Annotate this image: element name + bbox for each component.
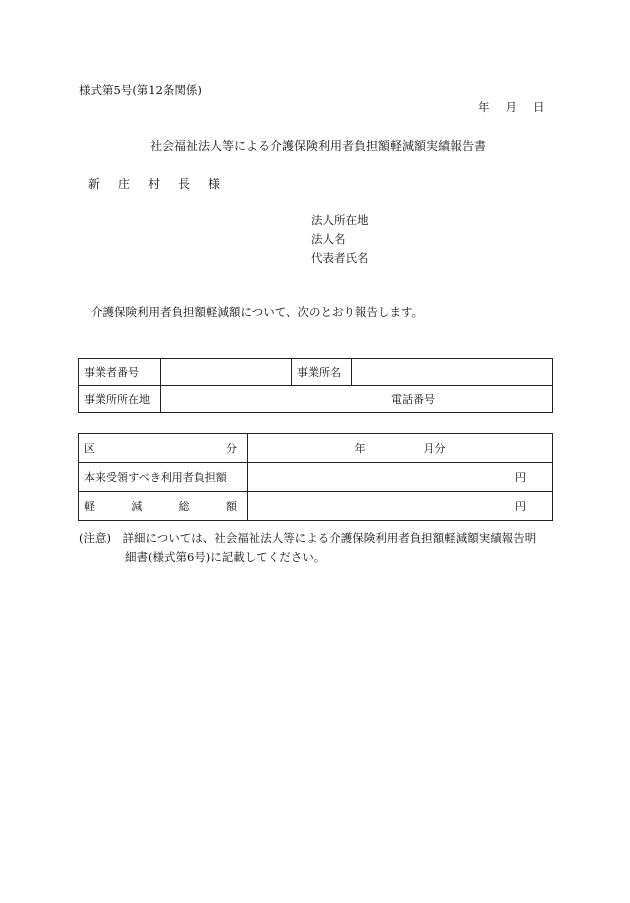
table-row [79, 359, 553, 386]
total-reduction-label [79, 492, 248, 521]
total-reduction-field[interactable] [248, 492, 553, 521]
office-address-label: 事業所所在地 [79, 386, 161, 413]
report-statement: 介護保険利用者負担額軽減額について、次のとおり報告します。 [91, 305, 424, 319]
provider-number-field[interactable] [161, 359, 292, 386]
document-title: 社会福祉法人等による介護保険利用者負担額軽減額実績報告書 [150, 139, 487, 153]
table-row [79, 386, 553, 413]
yen-unit: 円 [515, 500, 526, 513]
category-label-left: 区 [84, 442, 95, 455]
total-reduction-char: 減 [131, 500, 143, 513]
phone-label: 電話番号 [391, 393, 435, 406]
period-year-label: 年 [354, 442, 366, 455]
addressee: 新庄村長様 [88, 177, 239, 191]
office-address-field[interactable] [161, 386, 553, 413]
table-row [79, 492, 553, 521]
note-line-1: (注意) 詳細については、社会福祉法人等による介護保険利用者負担額軽減額実績報告明 [79, 531, 537, 545]
office-name-field[interactable] [352, 359, 553, 386]
form-number-label: 様式第5号(第12条関係) [79, 83, 202, 97]
note-line-2: 細書(様式第6号)に記載してください。 [125, 550, 326, 564]
period-field[interactable] [248, 434, 553, 463]
table-row [79, 463, 553, 492]
representative-name-label: 代表者氏名 [311, 251, 369, 265]
total-reduction-char: 軽 [84, 500, 95, 513]
provider-number-label: 事業者番号 [79, 359, 161, 386]
date-year-label: 年 [478, 100, 490, 114]
reduction-amount-table [78, 433, 553, 521]
office-address-value[interactable] [161, 391, 391, 407]
corporation-name-label: 法人名 [311, 232, 346, 246]
original-burden-label: 本来受領すべき利用者負担額 [79, 463, 248, 492]
office-name-label: 事業所名 [292, 359, 352, 386]
category-header [79, 434, 248, 463]
period-month-label: 月分 [423, 442, 446, 455]
date-month-label: 月 [505, 100, 517, 114]
original-burden-field[interactable] [248, 463, 553, 492]
date-day-label: 日 [533, 100, 545, 114]
total-reduction-char: 額 [225, 500, 237, 513]
provider-info-table [78, 358, 553, 413]
date-line [478, 99, 545, 115]
table-row [79, 434, 553, 463]
category-label-right: 分 [226, 442, 237, 455]
corporation-address-label: 法人所在地 [311, 213, 369, 227]
total-reduction-char: 総 [178, 500, 190, 513]
phone-value[interactable] [435, 391, 443, 407]
yen-unit: 円 [515, 471, 526, 484]
